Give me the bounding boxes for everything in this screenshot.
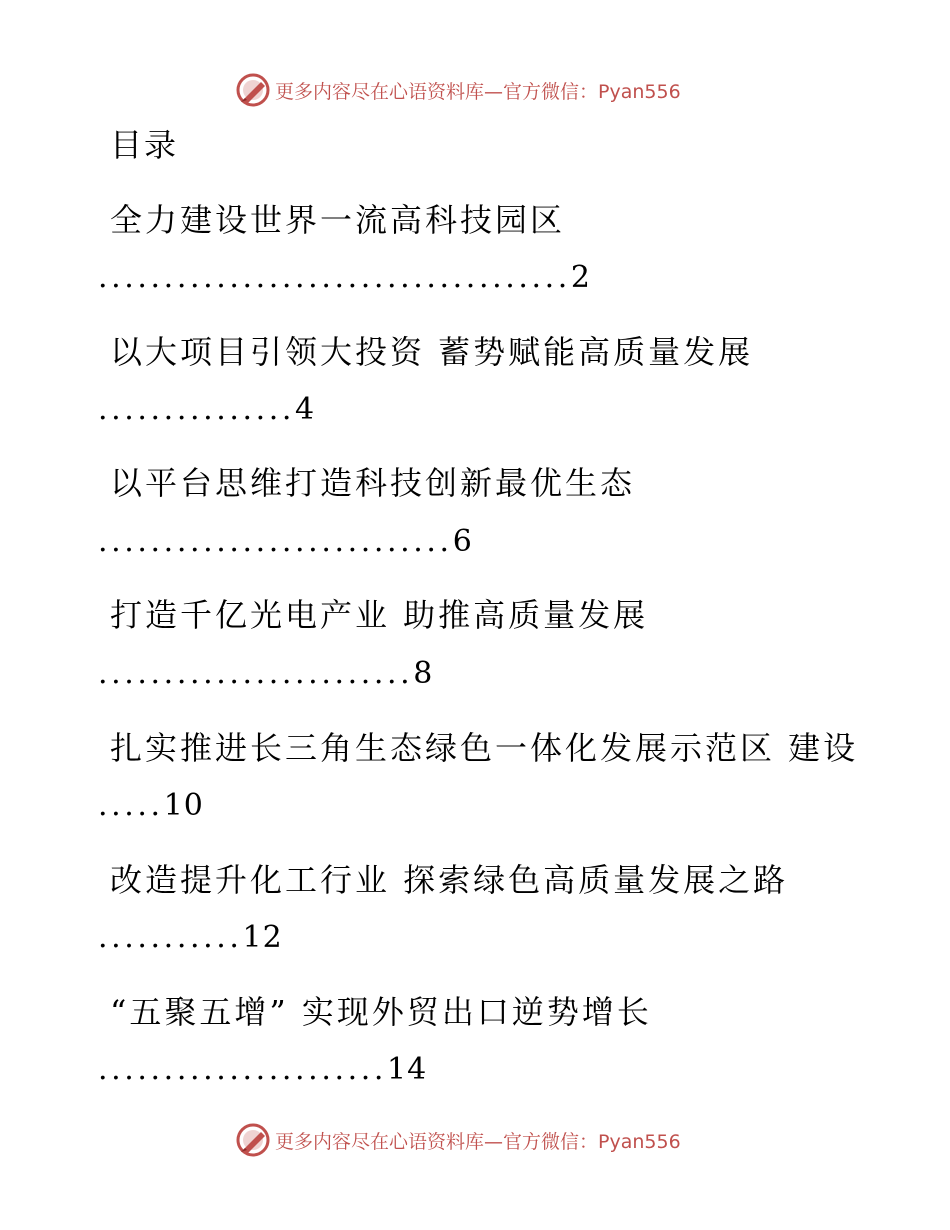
leader-dots: ........... bbox=[98, 920, 243, 955]
leader-dots: .................................... bbox=[98, 260, 571, 295]
pen-seal-logo-icon bbox=[235, 72, 271, 108]
toc-entry-title[interactable]: 扎实推进长三角生态绿色一体化发展示范区 建设 bbox=[110, 729, 859, 767]
leader-dots: ........................ bbox=[98, 656, 414, 691]
toc-entry-leader bbox=[98, 786, 204, 826]
page-number[interactable]: 12 bbox=[242, 920, 283, 955]
page-number[interactable]: 2 bbox=[570, 260, 591, 295]
leader-dots: ........................... bbox=[98, 524, 453, 559]
page-number[interactable]: 10 bbox=[163, 788, 204, 823]
toc-entry-title[interactable]: 以平台思维打造科技创新最优生态 bbox=[110, 464, 636, 502]
toc-entry-leader bbox=[98, 522, 473, 562]
toc-entry-leader bbox=[98, 258, 591, 298]
toc-entry-title[interactable]: 改造提升化工行业 探索绿色高质量发展之路 bbox=[110, 861, 789, 899]
leader-dots: ..... bbox=[98, 788, 164, 823]
watermark-text: 更多内容尽在心语资料库—官方微信：Pyan556 bbox=[275, 80, 681, 103]
toc-entry-leader bbox=[98, 390, 315, 430]
watermark-text: 更多内容尽在心语资料库—官方微信：Pyan556 bbox=[275, 1130, 681, 1153]
toc-title: 目录 bbox=[110, 126, 179, 164]
toc-entry-title[interactable]: 打造千亿光电产业 助推高质量发展 bbox=[110, 596, 649, 634]
leader-dots: ...................... bbox=[98, 1052, 387, 1087]
watermark-banner-bottom bbox=[235, 1120, 681, 1160]
toc-entry-title[interactable]: 全力建设世界一流高科技园区 bbox=[110, 201, 566, 239]
toc-entry-leader bbox=[98, 918, 283, 958]
page-number[interactable]: 14 bbox=[387, 1052, 428, 1087]
page-number[interactable]: 6 bbox=[452, 524, 473, 559]
toc-entry-title[interactable]: “五聚五增” 实现外贸出口逆势增长 bbox=[110, 993, 652, 1031]
watermark-banner-top bbox=[235, 70, 681, 110]
toc-entry-leader bbox=[98, 1050, 427, 1090]
toc-entry-title[interactable]: 以大项目引领大投资 蓄势赋能高质量发展 bbox=[110, 333, 754, 371]
toc-entry-leader bbox=[98, 654, 433, 694]
pen-seal-logo-icon bbox=[235, 1122, 271, 1158]
leader-dots: ............... bbox=[98, 392, 296, 427]
page-number[interactable]: 8 bbox=[413, 656, 434, 691]
page-number[interactable]: 4 bbox=[295, 392, 316, 427]
